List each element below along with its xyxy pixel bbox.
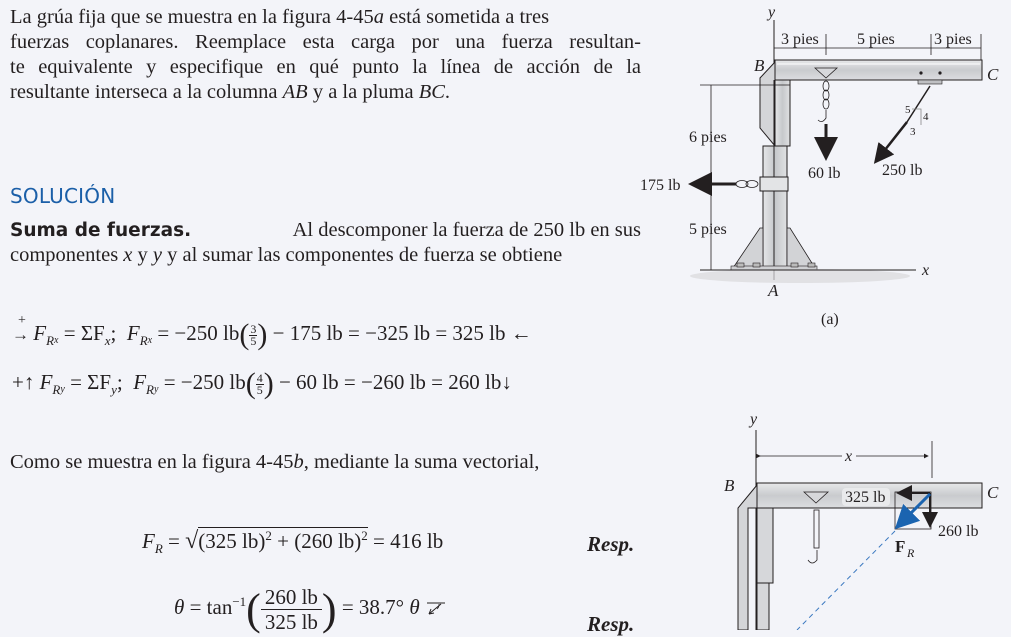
svg-text:B: B <box>724 476 735 495</box>
svg-text:B: B <box>754 56 765 75</box>
svg-text:325 lb: 325 lb <box>845 489 886 506</box>
svg-text:R: R <box>907 546 915 560</box>
svg-text:5: 5 <box>905 104 911 116</box>
vector-sum-text: Como se muestra en la figura 4-45b, mediante la suma vectorial, <box>10 451 540 473</box>
svg-text:60 lb: 60 lb <box>808 165 841 182</box>
angle-direction-icon <box>425 600 447 616</box>
svg-text:260 lb: 260 lb <box>938 523 979 540</box>
svg-text:C: C <box>987 483 999 502</box>
problem-statement <box>10 5 641 105</box>
sum-of-forces-paragraph <box>10 218 641 268</box>
subheading: Suma de fuerzas. <box>10 220 192 241</box>
answer-label-2: Resp. <box>587 612 635 636</box>
column-ab <box>763 146 787 268</box>
problem-line-4: resultante interseca a la columna AB y a la pluma BC. <box>10 81 451 103</box>
svg-text:y: y <box>750 411 758 428</box>
answer-label-1: Resp. <box>587 532 635 556</box>
problem-line-1: La grúa fija que se muestra en la figura 4-45a está sometida a tres <box>10 6 550 28</box>
positive-y-sign: +↑ <box>12 370 35 394</box>
figure-a-crane <box>630 0 1011 340</box>
svg-text:C: C <box>987 65 999 84</box>
svg-text:F: F <box>895 537 906 556</box>
svg-text:x: x <box>845 448 853 465</box>
svg-text:250 lb: 250 lb <box>882 162 923 179</box>
svg-text:(a): (a) <box>821 311 839 328</box>
problem-line-3: te equivalente y especifique en qué punto la línea de acción de la <box>10 56 641 78</box>
svg-text:4: 4 <box>923 111 929 123</box>
svg-text:A: A <box>768 281 779 300</box>
equation-sum-fx: + → $F_Rx = \Sigma F_x$; $F_Rx = -250$ lb( $\frac{3}{5}$ ) − 175 lb = −325 lb = 325 lb ← <box>12 313 532 351</box>
sum-line-2: componentes x y y y al sumar las componentes de fuerza se obtiene <box>10 244 563 266</box>
line-of-action <box>797 531 895 630</box>
problem-line-2: fuerzas coplanares. Reemplace esta carga por una fuerza resultan- <box>10 31 641 53</box>
svg-text:5 pies: 5 pies <box>689 221 727 238</box>
positive-x-sign: + → <box>12 313 29 344</box>
equation-theta: $\theta = \tan^{-1}$( $\frac{260 lb}{325 lb}$ ) = 38.7° θ <box>174 584 447 635</box>
svg-text:5 pies: 5 pies <box>857 31 895 48</box>
svg-text:6 pies: 6 pies <box>689 129 727 146</box>
svg-text:3: 3 <box>910 126 916 138</box>
figure-b-resultant <box>690 400 1011 630</box>
svg-text:175 lb: 175 lb <box>640 177 681 194</box>
sum-line-1: Suma de fuerzas. Al descomponer la fuerza de 250 lb en sus <box>10 219 641 241</box>
svg-text:3 pies: 3 pies <box>934 31 972 48</box>
svg-text:3 pies: 3 pies <box>781 31 819 48</box>
boom-bc <box>775 60 982 80</box>
svg-text:x: x <box>922 262 930 279</box>
equation-resultant-magnitude: $F_R = √(325$ lb)$^2$ + (260 lb)$^2$ = 416 lb <box>142 528 444 556</box>
equation-sum-fy: +↑ $F_Ry = \Sigma F_y$; $F_Ry = -250$ lb( $\frac{4}{5}$ ) − 60 lb = −260 lb = 260 lb↓ <box>12 367 512 400</box>
solution-heading: SOLUCIÓN <box>10 184 116 208</box>
svg-text:y: y <box>768 4 776 21</box>
